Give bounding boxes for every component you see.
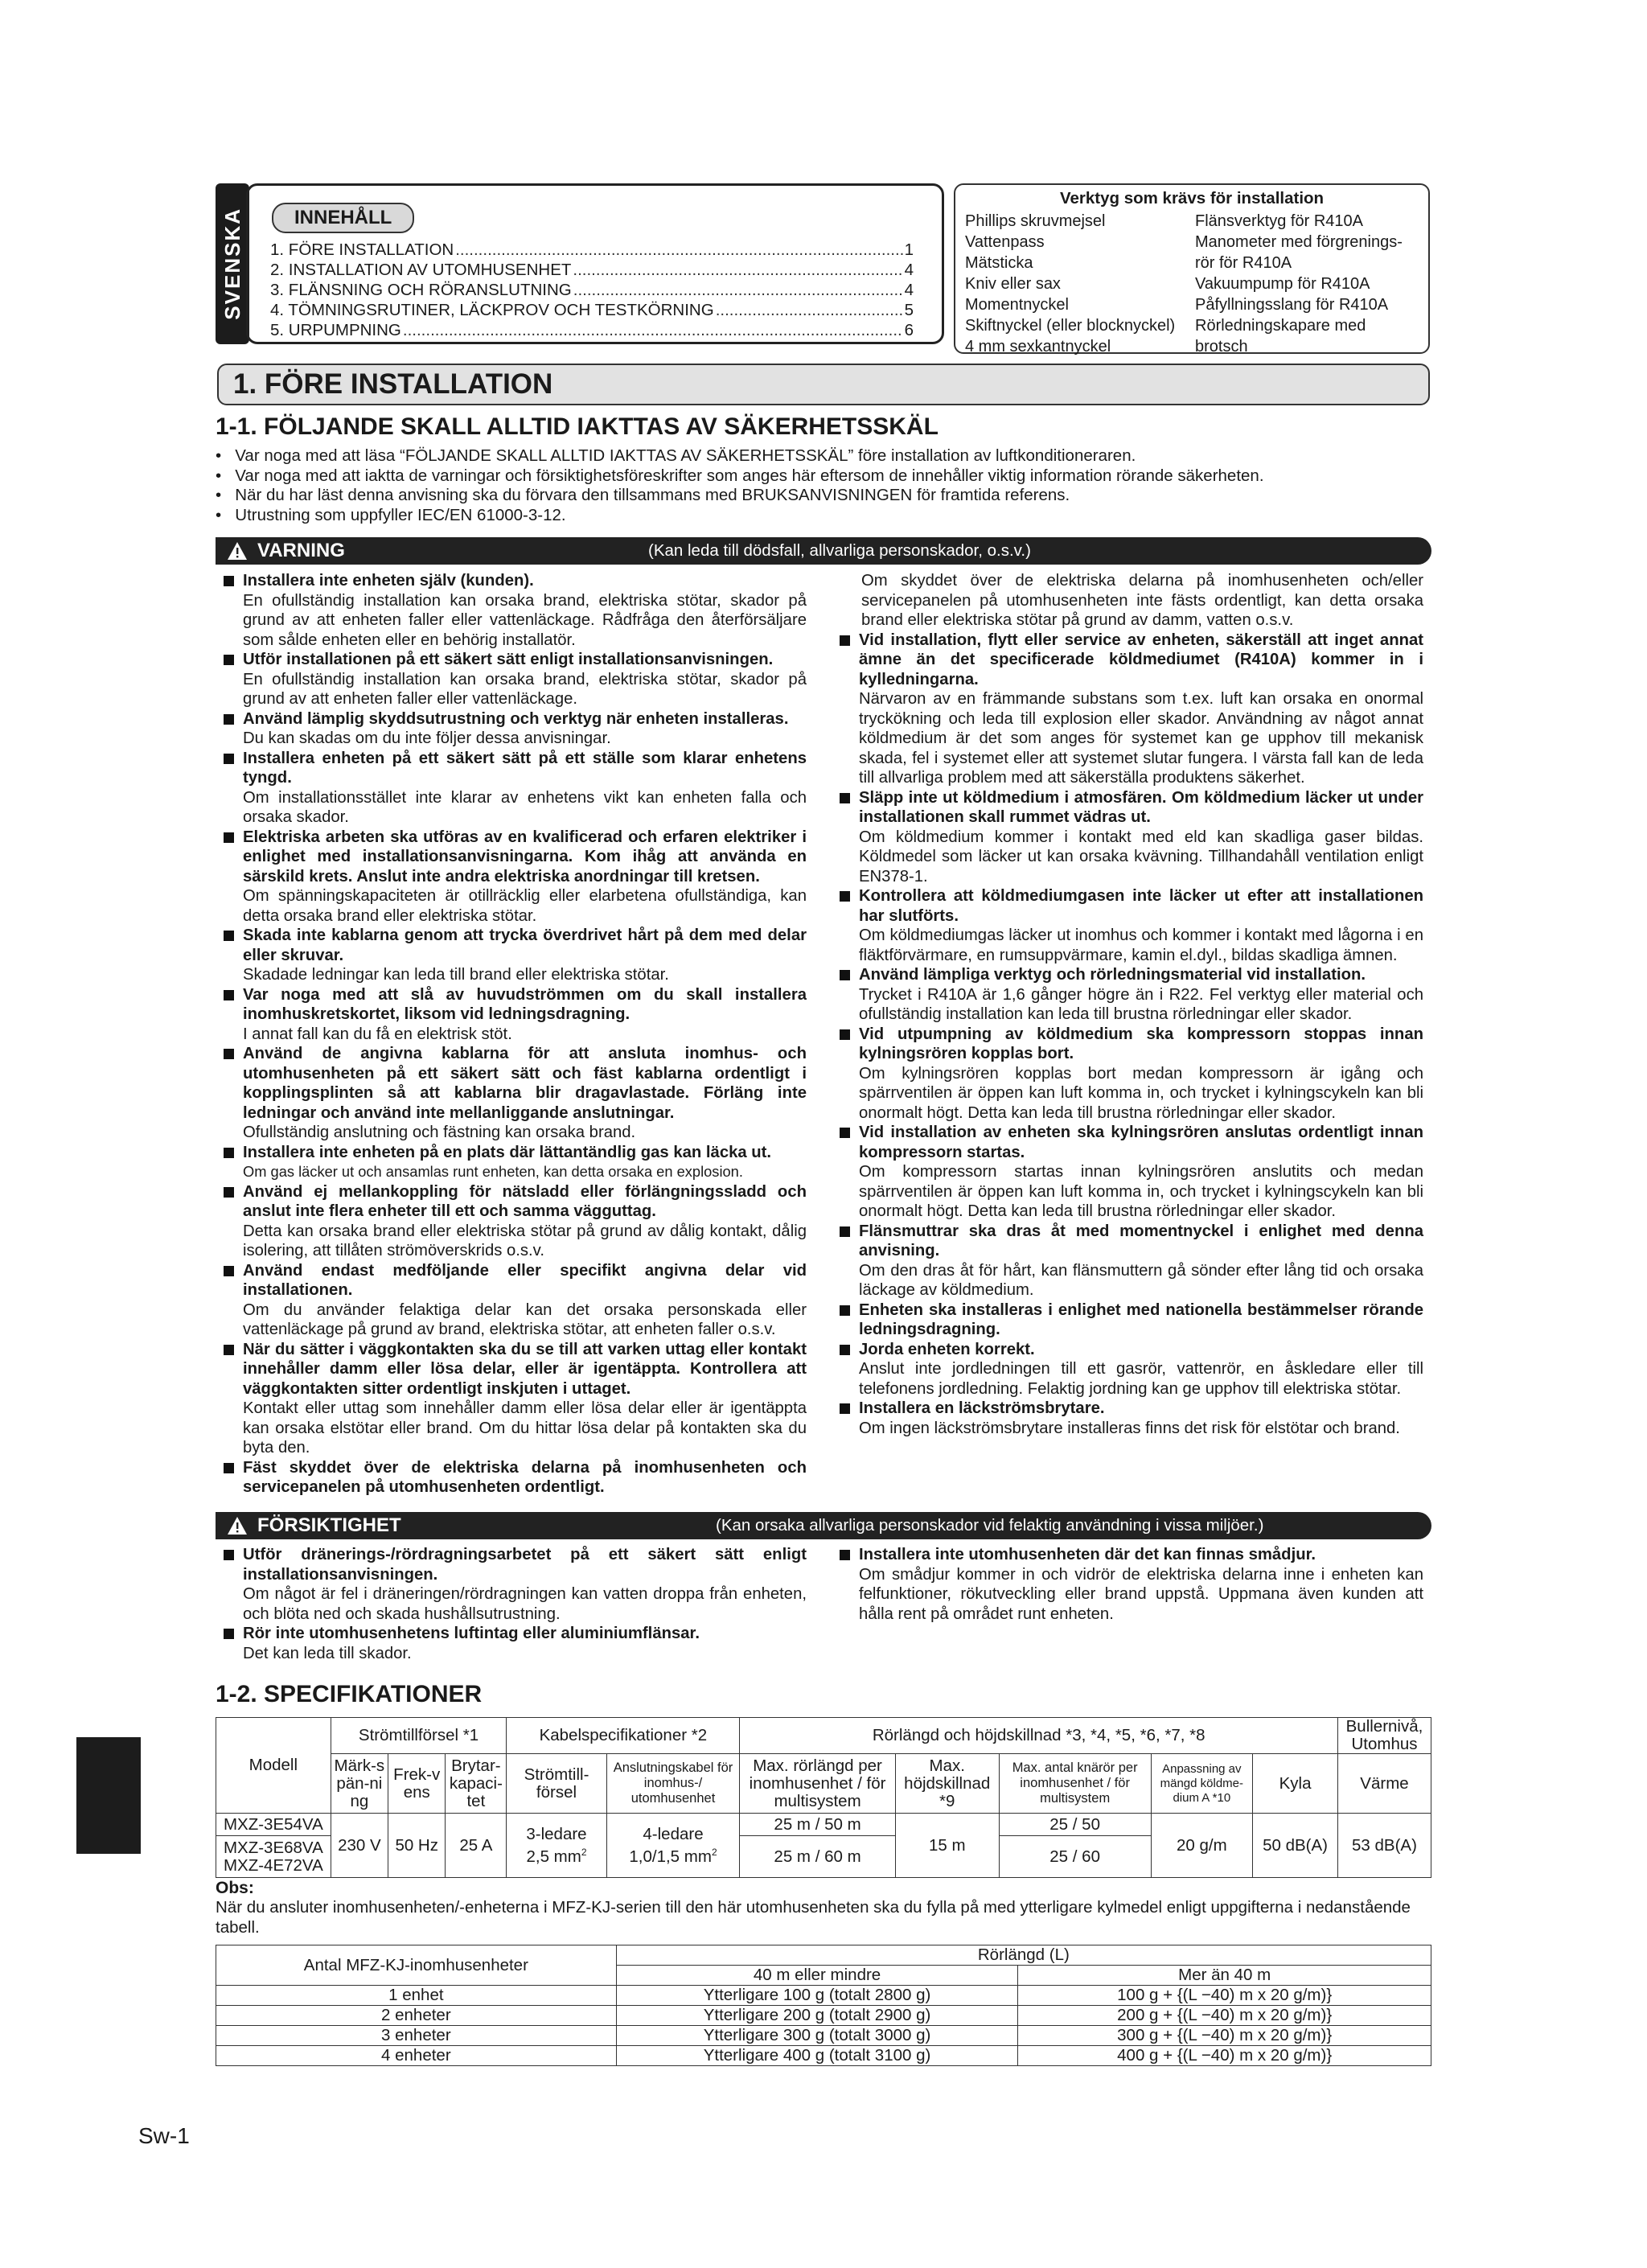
tool-item: Skiftnyckel (eller blocknyckel) — [965, 317, 1176, 335]
safety-item — [840, 788, 1423, 887]
table-row: 1 enhet Ytterligare 100 g (totalt 2800 g) 100 g + {(L −40) m x 20 g/m)} — [216, 1986, 1431, 2006]
tool-item: rör för R410A — [1195, 254, 1292, 272]
subsection-title: 1-2. SPECIFIKATIONER — [216, 1681, 483, 1707]
item-heading: Vid installation av enheten ska kylningsrören anslutas ordentligt innan kompressorn startas. — [859, 1124, 1423, 1161]
item-body: Du kan skadas om du inte följer dessa anvisningar. — [243, 729, 611, 747]
item-body: Anslut inte jordledningen till ett gasrör, vattenrör, en åskledare eller till telefonens jordledning. Felaktig jordning kan ge upphov till elektriska stötar. — [859, 1360, 1423, 1398]
item-heading: Utför installationen på ett säkert sätt enligt installationsanvisningen. — [243, 651, 774, 668]
length-cell: 25 m / 60 m — [740, 1836, 895, 1878]
bullet-square-icon — [224, 1345, 234, 1355]
caution-bar — [216, 1512, 1431, 1539]
bullet-square-icon — [224, 576, 234, 586]
toc-title: INNEHÅLL — [272, 203, 414, 233]
item-heading: Använd de angivna kablarna för att ansluta inomhus- och utomhusenheten på ett säkert sätt och fäst kablarna ordentligt i kopplingsplinten så att kablarna blir dragavlastade. Förläng inte ledningar och använd inte mellanliggande anslutningar. — [243, 1045, 807, 1122]
item-heading: Installera enheten på ett säkert sätt på ett ställe som klarar enhetens tyngd. — [243, 749, 807, 787]
caution-triangle-icon — [227, 1515, 248, 1536]
tool-item: Flänsverktyg för R410A — [1195, 212, 1363, 230]
item-heading: Använd endast medföljande eller specifikt angivna delar vid installationen. — [243, 1261, 807, 1299]
bullet-square-icon — [224, 1266, 234, 1276]
item-heading: Rör inte utomhusenhetens luftintag eller aluminiumflänsar. — [243, 1625, 700, 1642]
item-heading: Installera inte utomhusenheten där det kan finnas smådjur. — [859, 1546, 1316, 1563]
item-heading: Fäst skyddet över de elektriska delarna på inomhusenheten och servicepanelen på utomhusenheten ordentligt. — [243, 1458, 807, 1496]
item-heading: Vid installation, flytt eller service av enheten, säkerställ att inget annat ämne än det specificerade köldmediumet (R410A) kommer in i kylledningarna. — [859, 631, 1423, 688]
bullet-square-icon — [840, 1128, 850, 1138]
bullet-square-icon — [224, 1550, 234, 1560]
safety-item — [224, 571, 807, 650]
safety-item — [840, 886, 1423, 965]
length-cell: 25 m / 50 m — [740, 1814, 895, 1836]
item-body: En ofullständig installation kan orsaka brand, elektriska stötar, skador på grund av att enheten faller eller vattenläckage. — [243, 670, 807, 708]
safety-item — [840, 1545, 1423, 1624]
intro-bullet: • När du har läst denna anvisning ska du förvara den tillsammans med BRUKSANVISNINGEN för framtida referens. — [216, 486, 1070, 504]
bends-cell: 25 / 60 — [999, 1836, 1151, 1878]
toc-item[interactable]: 4. TÖMNINGSRUTINER, LÄCKPROV OCH TESTKÖRNING ..... 5 — [270, 300, 914, 320]
safety-item — [224, 1545, 807, 1624]
item-body: Detta kan orsaka brand eller elektriska stötar på grund av dålig kontakt, dålig isolering, att tillåten strömöverskrids o.s.v. — [243, 1222, 807, 1259]
item-heading: Jorda enheten korrekt. — [859, 1340, 1035, 1358]
table-row: 4 enheter Ytterligare 400 g (totalt 3100 g) 400 g + {(L −40) m x 20 g/m)} — [216, 2046, 1431, 2066]
header-adjustment: Anpassning av mängd köldme-dium A *10 — [1151, 1754, 1253, 1814]
table-row: 3 enheter Ytterligare 300 g (totalt 3000 g) 300 g + {(L −40) m x 20 g/m)} — [216, 2026, 1431, 2046]
safety-item — [224, 828, 807, 927]
header-pipe: Rörlängd och höjdskillnad *3, *4, *5, *6, *7, *8 — [740, 1718, 1338, 1754]
intro-bullet: • Var noga med att läsa “FÖLJANDE SKALL ALLTID IAKTTAS AV SÄKERHETSSKÄL” före installation av luftkonditioneraren. — [216, 446, 1136, 465]
item-heading: Släpp inte ut köldmedium i atmosfären. Om köldmedium läcker ut under installationen skall rummet vädras ut. — [859, 788, 1423, 826]
caution-left-column — [224, 1545, 807, 1663]
bullet-square-icon — [224, 1187, 234, 1198]
tool-item: brotsch — [1195, 338, 1248, 355]
item-heading: Var noga med att slå av huvudströmmen om du skall installera inomhuskretskortet, liksom vid ledningsdragning. — [243, 985, 807, 1023]
bullet-square-icon — [840, 970, 850, 980]
intro-bullet: • Utrustning som uppfyller IEC/EN 61000-3-12. — [216, 505, 566, 524]
header-bends: Max. antal knärör per inomhusenhet / för multisystem — [999, 1754, 1151, 1814]
item-heading: Installera en läckströmsbrytare. — [859, 1399, 1105, 1417]
bullet-square-icon — [840, 891, 850, 902]
header-noise: Bullernivå, Utomhus — [1337, 1718, 1431, 1754]
language-label: SVENSKA — [220, 207, 244, 320]
header-supply: Strömtill-försel — [507, 1754, 606, 1814]
bullet-square-icon — [224, 931, 234, 941]
section-title: 1. FÖRE INSTALLATION — [217, 364, 1430, 405]
item-heading: Skada inte kablarna genom att trycka överdrivet hårt på dem med delar eller skruvar. — [243, 927, 807, 964]
specifications-table — [216, 1717, 1431, 1878]
bullet-square-icon — [224, 1148, 234, 1158]
tool-item: Vakuumpump för R410A — [1195, 275, 1370, 293]
item-body: Om köldmediumgas läcker ut inomhus och kommer i kontakt med lågorna i en fläktförvärmare, en rumsuppvärmare, kamin el.dyl., bildas skadliga ämnen. — [859, 927, 1423, 964]
safety-item — [224, 650, 807, 709]
model-cell: MXZ-3E68VA MXZ-4E72VA — [216, 1836, 331, 1878]
safety-item — [840, 1025, 1423, 1124]
connection-cell: 4-ledare 1,0/1,5 $mm^2$ — [606, 1814, 740, 1878]
item-heading: Enheten ska installeras i enlighet med nationella bestämmelser rörande ledningsdragning. — [859, 1300, 1423, 1338]
header-cable: Kabelspecifikationer *2 — [507, 1718, 740, 1754]
bullet-square-icon — [840, 1305, 850, 1316]
toc-item[interactable]: 1. FÖRE INSTALLATION ..... 1 — [270, 240, 914, 260]
tool-item: Mätsticka — [965, 254, 1033, 272]
breaker-cell: 25 A — [446, 1814, 507, 1878]
header-over-40m: Mer än 40 m — [1018, 1966, 1431, 1986]
safety-item — [224, 1182, 807, 1261]
safety-item — [224, 1624, 807, 1663]
item-body: Kontakt eller uttag som innehåller damm eller lösa delar eller är igentäppta kan orsaka elstötar eller brand. Om du hittar lösa delar på kontakten ska du byta den. — [243, 1399, 807, 1457]
frequency-cell: 50 Hz — [388, 1814, 446, 1878]
safety-item — [224, 1143, 807, 1182]
intro-bullet: • Var noga med att iaktta de varningar och försiktighetsföreskrifter som anges här eftersom de innehåller viktig information rörande säkerheten. — [216, 466, 1264, 485]
bullet-square-icon — [224, 832, 234, 843]
warning-right-column — [840, 571, 1423, 1438]
header-heating: Värme — [1337, 1754, 1431, 1814]
model-cell: MXZ-3E54VA — [216, 1814, 331, 1836]
header-power: Strömtillförsel *1 — [331, 1718, 507, 1754]
height-cell: 15 m — [895, 1814, 999, 1878]
header-connection: Anslutningskabel för inomhus-/ utomhusenhet — [606, 1754, 740, 1814]
item-body: Skadade ledningar kan leda till brand eller elektriska stötar. — [243, 966, 669, 984]
bullet-square-icon — [840, 1550, 850, 1560]
bullet-square-icon — [224, 990, 234, 1000]
item-body: Om smådjur kommer in och vidrör de elektriska delarna inne i enheten kan felfunktioner, rökutveckling eller brand uppstå. Uppmana även kunden att hålla rent på området runt enheten. — [859, 1565, 1423, 1623]
item-heading: Elektriska arbeten ska utföras av en kvalificerad och erfaren elektriker i enlighet med installationsanvisningarna. Kom ihåg att använda en särskild krets. Anslut inte andra elektriska anordningar till kretsen. — [243, 828, 807, 885]
cooling-cell: 50 dB(A) — [1253, 1814, 1338, 1878]
bullet-square-icon — [224, 655, 234, 665]
bends-cell: 25 / 50 — [999, 1814, 1151, 1836]
item-body: En ofullständig installation kan orsaka brand, elektriska stötar, skador på grund av att enheten faller eller vattenläckage. Rådfråga den återförsäljare som sålde enheten eller en behörig installatör. — [243, 591, 807, 649]
tool-item: Rörledningskapare med — [1195, 317, 1366, 335]
header-pipe-length: Rörlängd (L) — [616, 1945, 1431, 1966]
bullet-square-icon — [224, 714, 234, 725]
bullet-square-icon — [840, 635, 850, 646]
header-max-length: Max. rörlängd per inomhusenhet / för multisystem — [740, 1754, 895, 1814]
warning-title: VARNING — [257, 540, 345, 561]
tool-item: 4 mm sexkantnyckel — [965, 338, 1111, 355]
heating-cell: 53 dB(A) — [1337, 1814, 1431, 1878]
table-row: 2 enheter Ytterligare 200 g (totalt 2900 g) 200 g + {(L −40) m x 20 g/m)} — [216, 2006, 1431, 2026]
intro-bullets — [216, 446, 1430, 525]
item-body: Det kan leda till skador. — [243, 1644, 412, 1662]
safety-item — [224, 1458, 807, 1498]
page-edge-marker — [76, 1737, 141, 1854]
tool-item: Kniv eller sax — [965, 275, 1061, 293]
safety-item — [840, 1300, 1423, 1340]
item-body: Om installationsstället inte klarar av enhetens vikt kan enheten falla och orsaka skador. — [243, 788, 807, 826]
safety-item — [840, 1222, 1423, 1300]
item-heading: Vid utpumpning av köldmedium ska kompressorn stoppas innan kylningsrören kopplas bort. — [859, 1025, 1423, 1062]
bullet-square-icon — [224, 1049, 234, 1059]
warning-triangle-icon — [227, 540, 248, 561]
header-units: Antal MFZ-KJ-inomhusenheter — [216, 1945, 617, 1986]
item-heading: Utför dränerings-/rördragningsarbetet på ett säkert sätt enligt installationsanvisningen. — [243, 1546, 807, 1584]
item-body: Om kompressorn startas innan kylningsrören anslutits och medan spärrventilen är öppen kan luft komma in, och trycket i kylningscykeln kan bli onormalt högt. Detta kan leda till brustna rörledningar eller skador. — [859, 1163, 1423, 1220]
safety-item — [840, 1123, 1423, 1222]
bullet-square-icon — [224, 1629, 234, 1639]
tools-title: Verktyg som krävs för installation — [1059, 189, 1325, 207]
bullet-square-icon — [840, 793, 850, 803]
note-title: Obs: — [216, 1879, 254, 1897]
toc-item[interactable]: 3. FLÄNSNING OCH RÖRANSLUTNING ..... 4 — [270, 280, 914, 300]
item-body: Närvaron av en främmande substans som t.ex. luft kan orsaka en onormal tryckökning och leda till explosion eller skador. Användning av något annat köldmedium är det som anges för systemet kan ge upphov till mekanisk skada, fel i systemet eller att systemet slutar fungera. I värsta fall kan de leda till allvarliga problem med att säkerställa produktens säkerhet. — [859, 690, 1423, 787]
adjustment-cell: 20 g/m — [1151, 1814, 1253, 1878]
item-body: Om något är fel i dräneringen/rördragningen kan vatten droppa från enheten, och blöta ned och skada hushållsutrustning. — [243, 1585, 807, 1623]
caution-subtitle: (Kan orsaka allvarliga personskador vid felaktig användning i vissa miljöer.) — [716, 1516, 1264, 1535]
item-body: Om den dras åt för hårt, kan flänsmuttern gå sönder efter lång tid och orsaka läckage av köldmedium. — [859, 1261, 1423, 1299]
bullet-square-icon — [224, 1463, 234, 1473]
safety-item — [224, 926, 807, 985]
bullet-square-icon — [224, 754, 234, 764]
header-model: Modell — [216, 1718, 331, 1814]
header-height: Max. höjdskillnad *9 — [895, 1754, 999, 1814]
safety-item — [224, 985, 807, 1045]
item-body: Om köldmedium kommer i kontakt med eld kan skadliga gaser bildas. Köldmedel som läcker ut kan orsaka kvävning. Tillhandahåll ventilation enligt EN378-1. — [859, 828, 1423, 885]
tool-item: Momentnyckel — [965, 296, 1069, 314]
item-heading: Använd lämplig skyddsutrustning och verktyg när enheten installeras. — [243, 709, 789, 728]
safety-item — [840, 965, 1423, 1025]
warning-continuation: Om skyddet över de elektriska delarna på inomhusenheten och/eller servicepanelen på utomhusenheten inte fästs ordentligt, kan detta orsaka brand eller elektriska stötar på grund av damm, vatten o.s.v. — [861, 572, 1423, 629]
safety-item — [224, 1261, 807, 1340]
header-breaker: Brytar-kapaci-tet — [446, 1754, 507, 1814]
safety-item — [840, 1340, 1423, 1399]
item-heading: Använd ej mellankoppling för nätsladd eller förlängningssladd och anslut inte flera enheter till ett och samma vägguttag. — [243, 1182, 807, 1220]
item-body: Trycket i R410A är 1,6 gånger högre än i R22. Fel verktyg eller material och ofullständig installation kan leda till brustna rörledningar eller skador. — [859, 985, 1423, 1023]
tool-item: Vattenpass — [965, 233, 1045, 251]
item-body: I annat fall kan du få en elektrisk stöt. — [243, 1025, 512, 1043]
item-body: Om du använder felaktiga delar kan det orsaka personskada eller vattenläckage på grund av brand, elektriska stötar, att enheten faller o.s.v. — [243, 1300, 807, 1338]
subsection-title: 1-1. FÖLJANDE SKALL ALLTID IAKTTAS AV SÄKERHETSSKÄL — [216, 413, 939, 440]
warning-bar — [216, 537, 1431, 565]
mfz-refrigerant-table — [216, 1945, 1431, 2066]
toc-item[interactable]: 5. URPUMPNING ..... 6 — [270, 320, 914, 340]
header-cooling: Kyla — [1253, 1754, 1338, 1814]
header-40m-or-less: 40 m eller mindre — [616, 1966, 1018, 1986]
safety-item — [840, 631, 1423, 788]
toc-item[interactable]: 2. INSTALLATION AV UTOMHUSENHET ..... 4 — [270, 260, 914, 280]
header-voltage: Märk-spän-ning — [331, 1754, 388, 1814]
tool-item: Phillips skruvmejsel — [965, 212, 1106, 230]
tools-list — [965, 211, 1423, 357]
caution-title: FÖRSIKTIGHET — [257, 1514, 401, 1536]
header-frequency: Frek-vens — [388, 1754, 446, 1814]
voltage-cell: 230 V — [331, 1814, 388, 1878]
safety-item — [224, 1044, 807, 1143]
item-heading: När du sätter i väggkontakten ska du se till att varken uttag eller kontakt innehåller damm eller lösa delar, eller är igentäppta. Kontrollera att väggkontakten sitter ordentligt inskjuten i uttaget. — [243, 1340, 807, 1398]
item-body: Ofullständig anslutning och fästning kan orsaka brand. — [243, 1124, 636, 1141]
item-heading: Flänsmuttrar ska dras åt med momentnyckel i enlighet med denna anvisning. — [859, 1222, 1423, 1259]
bullet-square-icon — [840, 1226, 850, 1237]
caution-right-column — [840, 1545, 1423, 1624]
language-tab — [216, 183, 249, 344]
bullet-square-icon — [840, 1345, 850, 1355]
item-body: Om ingen läckströmsbrytare installeras finns det risk för elstötar och brand. — [859, 1419, 1400, 1437]
warning-subtitle: (Kan leda till dödsfall, allvarliga personskador, o.s.v.) — [648, 541, 1031, 560]
warning-left-column — [224, 571, 807, 1498]
bullet-square-icon — [840, 1403, 850, 1414]
item-heading: Använd lämpliga verktyg och rörledningsmaterial vid installation. — [859, 966, 1366, 984]
page-number: Sw-1 — [138, 2123, 190, 2148]
safety-item — [224, 1340, 807, 1458]
item-body: Om gas läcker ut och ansamlas runt enheten, kan detta orsaka en explosion. — [243, 1163, 743, 1180]
safety-item — [224, 749, 807, 828]
safety-item — [224, 709, 807, 749]
note-text: När du ansluter inomhusenheten/-enheterna i MFZ-KJ-serien till den här utomhusenheten ska du fylla på med ytterligare kylmedel enligt uppgifterna i nedanstående tabell. — [216, 1898, 1411, 1937]
bullet-square-icon — [840, 1029, 850, 1040]
item-body: Om kylningsrören kopplas bort medan kompressorn är igång och spärrventilen är öppen kan luft komma in, och trycket i kylningscykeln kan bli onormalt högt. Detta kan leda till brustna rörledningar eller skador. — [859, 1064, 1423, 1122]
tool-item: Manometer med förgrenings- — [1195, 233, 1403, 251]
item-body: Om spänningskapaciteten är otillräcklig eller elarbetena ofullständiga, kan detta orsaka brand eller elektriska stötar. — [243, 887, 807, 925]
safety-item — [840, 1399, 1423, 1438]
tool-item: Påfyllningsslang för R410A — [1195, 296, 1389, 314]
item-heading: Kontrollera att köldmediumgasen inte läcker ut efter att installationen har slutförts. — [859, 887, 1423, 925]
supply-cell: 3-ledare 2,5 $mm^2$ — [507, 1814, 606, 1878]
item-heading: Installera inte enheten på en plats där lättantändlig gas kan läcka ut. — [243, 1143, 772, 1161]
item-heading: Installera inte enheten själv (kunden). — [243, 572, 534, 590]
